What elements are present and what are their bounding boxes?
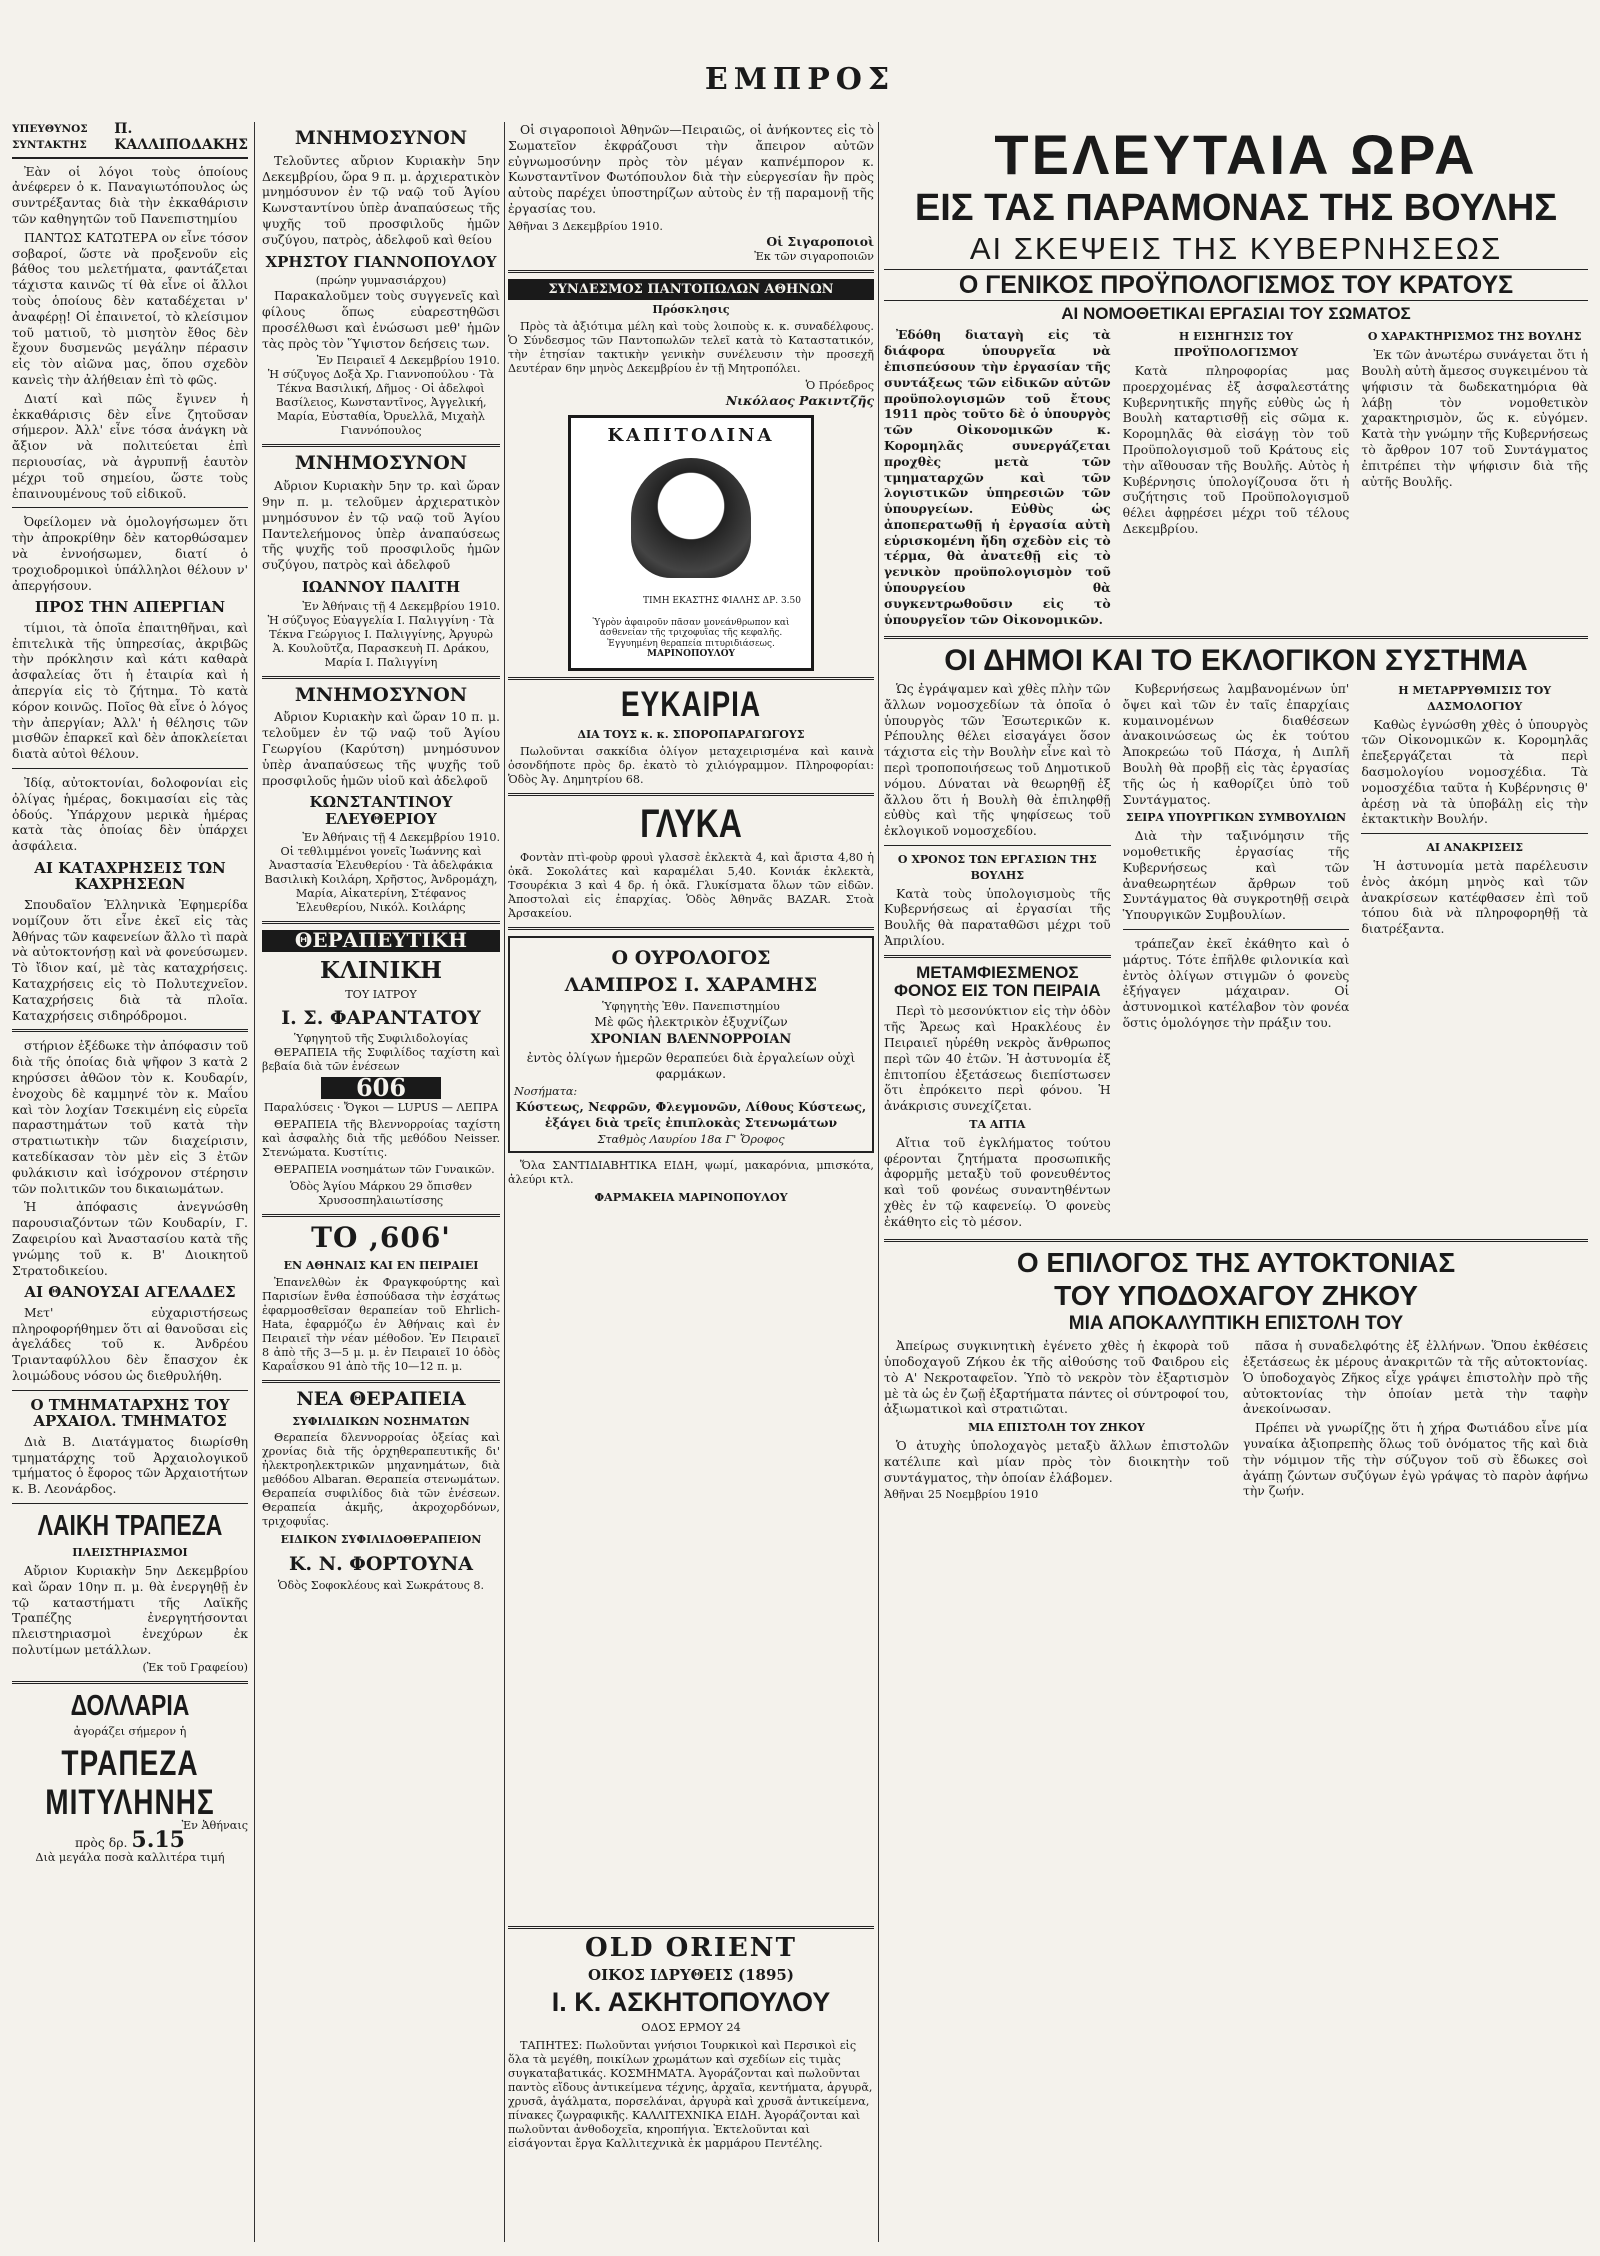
memorial-title: ΜΝΗΜΟΣΥΝΟΝ	[294, 127, 468, 149]
notice-sub: Πρόσκλησις	[652, 303, 730, 317]
therapy-address: Ὁδὸς Σοφοκλέους καὶ Σωκράτους 8.	[277, 1579, 485, 1593]
ad-address: ΟΔΟΣ ΕΡΜΟΥ 24	[641, 2020, 741, 2034]
headline-5: ΑΙ ΝΟΜΟΘΕΤΙΚΑΙ ΕΡΓΑΣΙΑΙ ΤΟΥ ΣΩΜΑΤΟΣ	[1061, 304, 1411, 324]
section-heading: Η ΜΕΤΑΡΡΥΘΜΙΣΙΣ ΤΟΥ ΔΑΣΜΟΛΟΓΙΟΥ	[1398, 683, 1552, 713]
newspaper-name: ΕΜΠΡΟΣ	[704, 62, 896, 97]
ad-seller: ΜΑΡΙΝΟΠΟΥΛΟΥ	[646, 649, 735, 660]
editor-role: ΥΠΕΥΘΥΝΟΣ ΣΥΝΤΑΚΤΗΣ	[12, 123, 88, 151]
article-text: Ἐκ τῶν ἀνωτέρω συνάγεται ὅτι ἡ Βουλὴ αὐτὴ ἄμεσος συγκειμένου τὰ ψήφισιν τὰ δωδεκατημόρια θὰ λάβῃ τὸν νομοθετικὸν χαρακτηρισμὸν, ὥς κ. εὐγόμεν. Κατὰ τὴν γνώμην τῆς Κυβερνήσεως τὸ ἄρθρον 107 τοῦ Συντάγματος ἐπιτρέπει τὴν ψήφισιν διὰ τῆς αὐτῆς Βουλῆς.	[1361, 347, 1588, 489]
signature: Οἱ Σιγαροποιοὶ	[766, 233, 874, 249]
memorial-title: ΜΝΗΜΟΣΥΝΟΝ	[294, 683, 468, 706]
article-text: Ὁ ἀτυχὴς ὑπολοχαγὸς μεταξὺ ἄλλων ἐπιστολῶν κατέλιπε καὶ μίαν πρὸς τὸν διοικητὴν τοῦ συντάγματος, τὴν ὁποίαν ἐλάβομεν.	[884, 1438, 1229, 1485]
606-sub: ΕΝ ΑΘΗΝΑΙΣ ΚΑΙ ΕΝ ΠΕΙΡΑΙΕΙ	[283, 1258, 479, 1272]
clinic-heading: ΘΕΡΑΠΕΥΤΙΚΗ	[262, 930, 500, 952]
section-heading: ΑΙ ΚΑΤΑΧΡΗΣΕΙΣ ΤΩΝ ΚΑΧΡΗΣΕΩΝ	[34, 858, 226, 894]
article-text: Ὡς ἐγράψαμεν καὶ χθὲς πλὴν τῶν ἄλλων νομοσχεδίων τὰ ὁποῖα ὁ ὑπουργὸς τῶν Ἐσωτερικῶν κ. Ρέπουλης θέλει εἰσαγάγει ὅσον τάχιστα εἰς τὴν Βουλὴν εἶνε καὶ τὸ περὶ τροποποιήσεως τοῦ Δημοτικοῦ νόμου. Δύναται νὰ θεωρηθῇ ἐξ ἄλλου ὅτι ἡ Βουλὴ θὰ ἐπιληφθῇ εὐθὺς καὶ τῆς ψηφίσεως τοῦ ἐκλογικοῦ νομοσχεδίου.	[884, 680, 1111, 839]
therapy-text: Θεραπεία δλεννορροίας ὀξείας καὶ χρονίας διὰ τῆς ὀρχηθεραπευτικῆς δι' ἠλεκτροηλεκτρικῶν μηχανημάτων, διὰ μεθόδου Albaran. Θεραπεία στενωμάτων. Θεραπεία συφιλίδος διὰ τῶν ἐνέσεων. Θεραπεία ἀκμῆς, ἀκροχορδόνων, τριχοφυΐας.	[262, 1431, 500, 1529]
headline-3: ΑΙ ΣΚΕΨΕΙΣ ΤΗΣ ΚΥΒΕΡΝΗΣΕΩΣ	[969, 230, 1503, 266]
editor-line	[12, 122, 248, 159]
memorial-name: ΚΩΝΣΤΑΝΤΙΝΟΥ ΕΛΕΥΘΕΡΙΟΥ	[309, 793, 453, 828]
ad-text: Φοντὰν πτὶ-φοὺρ φρουὶ γλασσὲ ἐκλεκτὰ 4, καὶ ἄριστα 4,80 ἡ ὀκᾶ. Σοκολάτες καὶ καραμέλαι 5,40. Κονιάκ ἐκλεκτὰ, Τσουρέκια 3 καὶ 4 δρ. ἡ ὀκᾶ. Γλυκίσματα ὅλων τῶν εἰδῶν. Ἀποστολαὶ εἰς ἐπαρχίας. Ὁδὸς Ἀθηνᾶς BAZAR. Στοὰ Ἀρσακείου.	[508, 850, 874, 920]
memorial-signatories: Ἡ σύζυγος Εὐαγγελία Ι. Παλιγγίνη · Τὰ Τέκνα Γεώργιος Ι. Παλιγγίνης, Ἀργυρὼ Ἀ. Κουλοῦτζα, Παρασκευὴ Π. Δράκου, Μαρία Ι. Παλιγγίνη	[267, 613, 495, 669]
article-text: Καθὼς ἐγνώσθη χθὲς ὁ ὑπουργὸς τῶν Οἰκονομικῶν κ. Κορομηλᾶς ἐπεξεργάζεται τὰ περὶ δασμολογίου νομοσχέδια. Τὰ νομοσχέδια ταῦτα ἡ Κυβέρνησις θ' ἀρέσῃ νὰ τὰ ὑποβάλῃ εἰς τὴν ἐκτακτικὴν Βουλήν.	[1361, 716, 1588, 827]
ad-caption-text: Ὑγρὸν ἀφαιροῦν πᾶσαν μονεάνθρωπον καὶ ἀσθενείαν τῆς τριχοφυΐας τῆς κεφαλῆς. Ἐγγυημένη θεραπεία πιτυριδιάσεως.	[592, 617, 790, 649]
masthead	[0, 0, 1600, 110]
clinic-text: ΘΕΡΑΠΕΙΑ νοσημάτων τῶν Γυναικῶν.	[274, 1163, 495, 1177]
ad-pharmacy: ΦΑΡΜΑΚΕΙΑ ΜΑΡΙΝΟΠΟΥΛΟΥ	[594, 1190, 788, 1205]
606-title: ΤΟ ,606'	[311, 1221, 451, 1255]
article-text: Ἀπείρως συγκινητικὴ ἐγένετο χθὲς ἡ ἐκφορὰ τοῦ ὑποδοχαγοῦ Ζήκου ἐκ τῆς αἰθούσης τοῦ Φαιδρου εἰς τὸ Α' Νεκροταφεῖον. Ὑπὸ τὸ νεκρὸν τὸν ἐξαρτισμὸν μὲ τὰ ὡς ἐν ζωῇ ἐξαρτήματα πάντες οἱ σύντροφοί του, ἀξιωματικοὶ καὶ στρατιῶται.	[884, 1338, 1229, 1417]
memorial-signatories: Οἱ τεθλιμμένοι γονεῖς Ἰωάννης καὶ Ἀναστασία Ἐλευθερίου · Τὰ ἀδελφάκια Βασιλικὴ Κοιλάρη, Χρῆστος, Ἀνδρομάχη, Μαρία, Αἰκατερίνη, Στέφανος Ἐλευθερίου, Νικόλ. Κοιλάρης	[264, 845, 498, 915]
ad-name: ΛΑΜΠΡΟΣ Ι. ΧΑΡΑΜΗΣ	[564, 973, 818, 996]
therapy-sub: ΣΥΦΙΛΙΔΙΚΩΝ ΝΟΣΗΜΑΤΩΝ	[292, 1414, 470, 1428]
section-heading: Ο ΧΑΡΑΚΤΗΡΙΣΜΟΣ ΤΗΣ ΒΟΥΛΗΣ	[1367, 330, 1582, 344]
memorial-title: ΜΝΗΜΟΣΥΝΟΝ	[294, 452, 468, 475]
article-text: πᾶσα ἡ συναδελφότης ἐξ ἐλλήνων. Ὅπου ἐκθέσεις ἐξετάσεως ἐκ μέρους ἀνακριτῶν τὰ τῆς αὐτοκτονίας. Ὁ ὑποδοχαγὸς Ζῆκος εἶχε γράψει ἐπιστολὴν πρὸ τῆς αὐτοκτονίας τὴν ὁποίαν μετὰ τὴν ταφὴν ἀνεκοίνωσαν.	[1243, 1338, 1588, 1417]
article-text: Κατὰ τοὺς ὑπολογισμοὺς τῆς Κυβερνήσεως αἱ ἐργασίαι τῆς Βουλῆς θὰ παραταθῶσι μέχρι τοῦ Ἀπριλίου.	[884, 885, 1111, 948]
ad-text: Μὲ φῶς ἠλεκτρικὸν ἐξυχνίζων	[594, 1013, 788, 1029]
article-text: τράπεζαν ἐκεῖ ἐκάθητο καὶ ὁ μάρτυς. Τότε ἐπῆλθε φιλονικία καὶ ἐντὸς ὀλίγων στιγμῶν ὁ φονεὺς ἐξήγαγεν μάχαιραν. Οἱ ἀστυνομικοὶ κατέλαβον τὸν φονέα ὅστις ὁμολόγησε τὴν πράξιν του.	[1122, 935, 1350, 1030]
ad-text: ἐντὸς ὀλίγων ἡμερῶν θεραπεύει διὰ ἐργαλείων οὐχὶ φαρμάκων.	[526, 1050, 856, 1081]
ad-title: Ο ΟΥΡΟΛΟΓΟΣ	[611, 946, 771, 969]
suicide-section	[884, 1338, 1588, 1502]
bank-city: Ἐν Ἀθήναις	[181, 1818, 248, 1832]
column-1	[12, 122, 248, 2242]
606-text: Ἐπανελθὼν ἐκ Φραγκφούρτης καὶ Παρισίων ἔνθα ἐσπούδασα τὴν ἐσχάτως ἐφαρμοσθεῖσαν θεραπείαν τοῦ Ehrlich-Hata, ἐφαρμόζω ἐν Ἀθήναις καὶ ἐν Πειραιεῖ τὴν νέαν μέθοδον. Ἐν Πειραιεῖ 8 ἀπὸ τῆς 3—5 μ. μ. ἐν Πειραιεῖ 10 ὁδὸς Καραΐσκου 91 ἀπὸ τῆς 10—12 π. μ.	[262, 1275, 500, 1373]
section-heading: Ο ΤΜΗΜΑΤΑΡΧΗΣ ΤΟΥ ΑΡΧΑΙΟΛ. ΤΜΗΜΑΤΟΣ	[30, 1395, 230, 1431]
ad-text: Κύστεως, Νεφρῶν, Φλεγμονῶν, Λίθους Κύστεως, ἐξάγει διὰ τρεῖς ἐπιπλοκὰς Στενωμάτων	[515, 1098, 867, 1130]
section-heading: ΠΡΟΣ ΤΗΝ ΑΠΕΡΓΙΑΝ	[34, 598, 226, 617]
therapy-clinic: ΕΙΔΙΚΟΝ ΣΥΦΙΛΙΔΟΘΕΡΑΠΕΙΟΝ	[280, 1533, 482, 1547]
ad-text: ΤΑΠΗΤΕΣ: Πωλοῦνται γνήσιοι Τουρκικοὶ καὶ Περσικοὶ εἰς ὅλα τὰ μεγέθη, ποικίλων χρωμάτων καὶ σχεδίων εἰς τιμὰς συγκαταβατικάς. ΚΟΣΜΗΜΑΤΑ. Ἀγοράζονται καὶ πωλοῦνται παντὸς εἴδους ἀντικείμενα τέχνης, ἀρχαῖα, κεντήματα, ἀργυρᾶ, χρυσᾶ, ἀγάλματα, πορσελάναι, ἀργυρὰ καὶ χρυσᾶ ἀντικείμενα, πίνακες ζωγραφικῆς. ΚΑΛΛΙΤΕΧΝΙΚΑ ΕΙΔΗ. Ἀγοράζονται καὶ πωλοῦνται ἀνθοδοχεῖα, κηροπήγια. Ἐκτελοῦνται καὶ εἰσάγονται ἔργα Καλλιτεχνικὰ ἐκ μαρμάρου Πεντέλης.	[508, 2038, 873, 2150]
article-text: Κατὰ πληροφορίας μας προερχομένας ἐξ ἀσφαλεστάτης Κυβερνητικῆς πηγῆς εὐθὺς ὡς ἡ Βουλὴ καταρτισθῇ εἰς σῶμα κ. Κορομηλᾶς θὰ εἰσάγῃ τὸν τοῦ Προϋπολογισμοῦ τοῦ Κράτους εἰς τὴν αἴθουσαν τῆς Βουλῆς. Αὐτὸς ἡ Κυβέρνησις ὑπολογίζουσα ὅτι ἡ συζήτησις τοῦ Προϋπολογισμοῦ θέλει ἀφῃρέσει μέχρι τοῦ τέλους Δεκεμβρίου.	[1122, 362, 1350, 536]
article-text: Μετ' εὐχαριστήσεως πληροφορήθημεν ὅτι αἱ θανοῦσαι εἰς ἀγελάδες τοῦ κ. Ἀνδρέου Τριανταφύλλου δὲν ἔπασχον ἐκ λοιμώδους νόσου ὡς διεθρυλήθη.	[12, 1304, 248, 1383]
ad-role: Ὑφηγητὴς Ἐθν. Πανεπιστημίου	[602, 999, 780, 1013]
memorial-date: Ἐν Ἀθήναις τῇ 4 Δεκεμβρίου 1910.	[302, 831, 500, 845]
ad-title: ΕΥΚΑΙΡΙΑ	[620, 684, 762, 724]
article-text: Πρέπει νὰ γνωρίζῃς ὅτι ἡ χήρα Φωτιάδου εἶνε μία γυναίκα ἀξιοπρεπὴς ὅλως τοῦ ὀνόματος τῆς καὶ διὰ τὴν νόμιμον τῆς τὴν σύζυγον τοῦ σὺ ἔδωκες σοὶ ἀγάπῃ ζώντων συζύγων ἐγὼ γράψας τὸ παρὸν ἀφήνω τὴν ζωήν.	[1243, 1420, 1588, 1499]
section-heading: ΤΑ ΑΙΤΙΑ	[969, 1117, 1026, 1131]
column-4	[884, 122, 1588, 2242]
ad-sub: ΟΙΚΟΣ ΙΔΡΥΘΕΙΣ (1895)	[588, 1966, 794, 1985]
clinic-role: Ὑφηγητοῦ τῆς Συφιλιδολογίας	[293, 1032, 469, 1046]
ad-text: ΧΡΟΝΙΑΝ ΒΛΕΝΝΟΡΡΟΙΑΝ	[590, 1032, 792, 1048]
column-rule	[504, 122, 505, 2242]
clinic-address: Ὁδὸς Ἁγίου Μάρκου 29 ὄπισθεν Χρυσοσπηλαιωτίσσης	[289, 1180, 473, 1208]
article-text: Κυβερνήσεως λαμβανομένων ὑπ' ὄψει καὶ τῶν ἐν ταῖς ἐπαρχίαις κυμαινομένων διαθέσεων ἀνακοινώσεως ὡς ἐκ τούτου Ἀποκρεώω τοῦ Πάσχα, ἡ Διπλῆ Βουλὴ θὰ προβῇ εἰς τὰς ἐργασίας τῆς ὡς ἡ καθορίζει ὑπὸ τοῦ Συντάγματος.	[1122, 680, 1350, 807]
section-heading: ΑΙ ΘΑΝΟΥΣΑΙ ΑΓΕΛΑΔΕΣ	[24, 1283, 236, 1302]
clinic-of: ΤΟΥ ΙΑΤΡΟΥ	[345, 987, 417, 1001]
article-text: Διὰ τὴν ταξινόμησιν τῆς νομοθετικῆς ἐργασίας τῆς Κυβερνήσεως καὶ τῶν ἀναθεωρητέων ἄρθρων τοῦ Συντάγματος θὰ συγκροτηθῇ σειρὰ Ὑπουργικῶν Συμβουλίων.	[1122, 828, 1350, 923]
article-text: Ἐὰν οἱ λόγοι τοὺς ὁποίους ἀνέφερεν ὁ κ. Παναγιωτόπουλος ὡς συντρέξαντας διὰ τὴν ἐκκαθάρισιν τῶν καθηγητῶν τοῦ Πανεπιστημίου	[12, 163, 248, 226]
article-text: Σπουδαῖον Ἑλληνικὰ Ἐφημερίδα νομίζουν ὅτι εἶνε ἐκεῖ εἰς τὰς Ἀθήνας τῶν καφενείων ἄλλο τὶ παρὰ νὰ αὐτοκτονήσῃ καὶ νὰ φονεύσωμεν. Τὸ ἴδιον καί, μὲ τὰς καταχρήσεις. Καταχρήσεις εἰς τὸ Πολυτεχνεῖον. Καταχρήσεις διὰ τὰ πλοῖα. Καταχρήσεις σιδηρόδρομοι.	[12, 896, 248, 1023]
memorial-text: Παρακαλοῦμεν τοὺς συγγενεῖς καὶ φίλους ὅπως εὐαρεστηθῶσι προσέλθωσι καὶ ἑνώσωσι μεθ' ἡμῶν τὰς πρὸς τὸν Ὕψιστον δεήσεις των.	[262, 288, 500, 351]
section-heading: ΜΙΑ ΕΠΙΣΤΟΛΗ ΤΟΥ ΖΗΚΟΥ	[968, 1421, 1145, 1435]
memorial-text: Τελοῦντες αὔριον Κυριακὴν 5ην Δεκεμβρίου, ὥρα 9 π. μ. ἀρχιερατικὸν μνημόσυνον ἐν τῷ ναῷ τοῦ Ἁγίου Κωνσταντίνου ὑπὲρ ἀναπαύσεως τῆς ψυχῆς τοῦ προσφιλοῦς ἡμῶν συζύγου, πατρὸς, ἀδελφοῦ καὶ θείου	[262, 152, 500, 247]
ad-text: Πωλοῦνται σακκίδια ὀλίγον μεταχειρισμένα καὶ καινὰ ὁσονδήποτε πρὸς δρ. ἑκατὸ τὸ χιλιόγραμμον. Πληροφορίαι: Ὁδὸς Ἀγ. Δημητρίου 68.	[508, 744, 874, 786]
section-heading: ΣΕΙΡΑ ΥΠΟΥΡΓΙΚΩΝ ΣΥΜΒΟΥΛΙΩΝ	[1125, 811, 1347, 825]
signature: Ἐκ τῶν σιγαροποιῶν	[754, 249, 874, 263]
headline-7: ΜΕΤΑΜΦΙΕΣΜΕΝΟΣ ΦΟΝΟΣ ΕΙΣ ΤΟΝ ΠΕΙΡΑΙΑ	[894, 962, 1101, 1000]
ad-text: Ὅλα ΣΑΝΤΙΔΙΑΒΗΤΙΚΑ ΕΙΔΗ, ψωμί, μακαρόνια, μπισκότα, ἀλεύρι κτλ.	[508, 1159, 874, 1187]
therapy-title: ΝΕΑ ΘΕΡΑΠΕΙΑ	[296, 1387, 466, 1410]
article-date: Ἀθῆναι 3 Δεκεμβρίου 1910.	[508, 219, 663, 233]
rate-label: πρὸς δρ.	[75, 1834, 128, 1850]
section-heading: ΑΙ ΑΝΑΚΡΙΣΕΙΣ	[1426, 841, 1524, 855]
clinic-text: ΘΕΡΑΠΕΙΑ τῆς Βλεννορροίας ταχίστη καὶ ἀσφαλὴς διὰ τῆς μεθόδου Neisser. Στενώματα. Κυστίτις.	[262, 1118, 500, 1160]
old-orient-ad	[508, 1920, 874, 2240]
memorial-date: Ἐν Ἀθήναις τῇ 4 Δεκεμβρίου 1910.	[302, 599, 500, 613]
memorial-name: ΙΩΑΝΝΟΥ ΠΑΛΙΤΗ	[301, 578, 461, 597]
rate-foot: Διὰ μεγάλα ποσὰ καλλιτέρα τιμή	[35, 1850, 225, 1864]
ad-sub: ΔΙΑ ΤΟΥΣ κ. κ. ΣΠΟΡΟΠΑΡΑΓΩΓΟΥΣ	[577, 727, 805, 741]
ad-address: Σταθμὸς Λαυρίου 18α Γ' Ὄροφος	[597, 1133, 785, 1147]
article-text: Οἱ σιγαροποιοὶ Ἀθηνῶν—Πειραιῶς, οἱ ἀνήκοντες εἰς τὸ Σωματεῖον ἐκφράζουσι τὴν ἄπειρον αὐτῶν εὐγνωμοσύνην πρὸς τὸν μέγαν καπνέμπορον κ. Κωνσταντῖνον Φωτόπουλον διὰ τὴν εὐεργεσίαν ἣν πρὸς αὐτοὺς παρέχει ὑποστηρίζων αὐτοὺς ἐν τῇ παραμονῇ τῆς ἐργασίας του.	[508, 122, 874, 216]
municipalities-section	[884, 681, 1588, 1233]
article-text: Ἰδίᾳ, αὐτοκτονίαι, δολοφονίαι εἰς ὀλίγας ἡμέρας, δοκιμασίαι εἰς τὰς ὁδούς. Ὑπάρχουν μερικὰ ἡμέρας κατὰ τὰς ὁποίας δὲν ὑπάρχει ἀσφάλεια.	[12, 774, 248, 854]
bank-name: ΤΡΑΠΕΖΑ ΜΙΤΥΛΗΝΗΣ	[45, 1743, 215, 1822]
headline-4: Ο ΓΕΝΙΚΟΣ ΠΡΟΫΠΟΛΟΓΙΣΜΟΣ ΤΟΥ ΚΡΑΤΟΥΣ	[884, 269, 1588, 301]
article-text: Ὀφείλομεν νὰ ὁμολογήσωμεν ὅτι τὴν ἀπροκρίθην δὲν κατορθώσαμεν νὰ ἐννοήσωμεν, διατί ὁ τροχιοδρομικοὶ ὑπάλληλοι θέλουν ν' ἀπεργήσουν.	[12, 514, 248, 593]
subheading: ΠΛΕΙΣΤΗΡΙΑΣΜΟΙ	[72, 1546, 188, 1560]
headline-8a: Ο ΕΠΙΛΟΓΟΣ ΤΗΣ ΑΥΤΟΚΤΟΝΙΑΣ	[1016, 1246, 1456, 1278]
article-text: Ἡ ἀστυνομία μετὰ παρέλευσιν ἐνὸς ἀκόμη μηνὸς καὶ τῶν ἀνακρίσεων κατέφθασεν ἐπὶ τοῦ τόπου διὰ νὰ πληροφορηθῇ τὰ διατρέξαντα.	[1361, 857, 1588, 937]
column-rule	[254, 122, 255, 2242]
section-heading: Η ΕΙΣΗΓΗΣΙΣ ΤΟΥ ΠΡΟΫΠΟΛΟΓΙΣΜΟΥ	[1173, 330, 1299, 360]
ad-price: ΤΙΜΗ ΕΚΑΣΤΗΣ ΦΙΑΛΗΣ ΔΡ. 3.50	[642, 596, 801, 607]
memorial-date: Ἐν Πειραιεῖ 4 Δεκεμβρίου 1910.	[316, 354, 500, 368]
section-heading: ΛΑΙΚΗ ΤΡΑΠΕΖΑ	[37, 1508, 223, 1542]
headline-6: ΟΙ ΔΗΜΟΙ ΚΑΙ ΤΟ ΕΚΛΟΓΙΚΟΝ ΣΥΣΤΗΜΑ	[944, 644, 1528, 678]
memorial-text: Αὔριον Κυριακὴν 5ην τρ. καὶ ὥραν 9ην π. μ. τελοῦμεν ἀρχιερατικὸν μνημόσυνον ἐν τῷ ναῷ τοῦ Ἁγίου Παντελεήμονος ὑπὲρ ἀναπαύσεως τῆς ψυχῆς τοῦ προσφιλοῦς ἡμῶν συζύγου, πατρὸς καὶ ἀδελφοῦ	[262, 478, 500, 573]
notice-signature: Νικόλαος Ρακιντζῆς	[725, 393, 874, 409]
article-text: Ἐδόθη διαταγὴ εἰς τὰ διάφορα ὑπουργεῖα νὰ ἐπισπεύσουν τὴν ἐργασίαν τῆς συντάξεως τῶν εἰδικῶν αὐτῶν προϋπολογισμῶν τοῦ ἔτους 1911 πρὸς τοῦτο δὲ ὁ ὑπουργὸς τῶν Οἰκονομικῶν κ. Κορομηλᾶς συνεργάζεται προχθὲς μετὰ τῶν τμηματαρχῶν καὶ τῶν λογιστικῶν ὑπηρεσιῶν τῶν ὑπουργείων. Εὐθὺς ὡς ἀποπερατωθῇ ἡ ἐργασία αὐτὴ εὑρισκομένη ἤδη σχεδὸν εἰς τὸ τέρμα, θὰ ἀνατεθῇ εἰς τὸ γενικὸν προϋπολογισμὸν τοῦ ὑπουργείου θὰ συγκεντρωθοῦσιν εἰς τὸ ὑπουργεῖον τῶν Οἰκονομικῶν.	[884, 327, 1111, 627]
memorial-role: (πρώην γυμνασιάρχου)	[315, 274, 447, 288]
article-text: Αἴτια τοῦ ἐγκλήματος τούτου φέρονται ζητήματα προσωπικῆς ἀφορμῆς μεταξὺ τοῦ φονευθέντος καὶ τοῦ φονέως συναντηθέντων χθὲς ἐν τῷ καφενείῳ. Ὁ φονεὺς ἐκάθητο εἰς τὸ μέσον.	[884, 1134, 1111, 1229]
headline-8c: ΜΙΑ ΑΠΟΚΑΛΥΠΤΙΚΗ ΕΠΙΣΤΟΛΗ ΤΟΥ	[1068, 1313, 1404, 1335]
budget-section	[884, 327, 1588, 630]
notice-title: ΣΥΝΔΕΣΜΟΣ ΠΑΝΤΟΠΩΛΩΝ ΑΘΗΝΩΝ	[508, 279, 874, 301]
capitolina-ad	[568, 415, 814, 671]
notice-text: Πρὸς τὰ ἀξιότιμα μέλη καὶ τοὺς λοιποὺς κ. κ. συναδέλφους. Ὁ Σύνδεσμος τῶν Παντοπωλῶν τελεῖ κατὰ τὸ Καταστατικόν, τὴν ἐτησίαν τακτικὴν γενικὴν συνέλευσιν τὴν προσεχῆ Δευτέραν 6ην μηνὸς Δεκεμβρίου ἐν τῇ Μητροπόλει.	[508, 320, 874, 376]
dollar-sub: ἀγοράζει σήμερον ἡ	[73, 1725, 187, 1739]
urologist-ad	[508, 936, 874, 1154]
clinic-606: 606	[321, 1077, 441, 1099]
ad-title: OLD ORIENT	[585, 1933, 797, 1963]
article-text: ΠΑΝΤΩΣ ΚΑΤΩΤΕΡΑ ον εἶνε τόσον σοβαροί, ὥστε νὰ προξενοῦν εἰς βάθος του μελετήματα, φαντάζεται τάχιστα καινῶς τί θὰ εἶνε οἱ ἄλλοι τοὺς ὁποίους δὲν καταδέχεται ν' ἀναφέρῃ! Οἱ ἐπαινετοί, τὸ κλείσιμον τοῦ ματιοῦ, τὸ μισητὸν ἔθος δὲν ἔχουν δυσμενῶς μεγάλην πέρασιν εἰς τὸν αἰῶνα μας, ὅπου σχεδὸν κανεὶς τὴν ἀλήθειαν ἐπὶ τὸ φῶς.	[12, 229, 248, 387]
editor-name: Π. ΚΑΛΛΙΠΟΔΑΚΗΣ	[114, 122, 248, 153]
clinic-doctor: Ι. Σ. ΦΑΡΑΝΤΑΤΟΥ	[281, 1006, 481, 1029]
clinic-text: Παραλύσεις · Ὄγκοι — LUPUS — ΛΕΠΡΑ	[263, 1101, 499, 1115]
article-text: Διὰ Β. Διατάγματος διωρίσθη τμηματάρχης τοῦ Ἀρχαιολογικοῦ τμήματος ὁ ἔφορος τῶν Ἀρχαιοτήτων κ. Β. Λεονάρδος.	[12, 1433, 248, 1497]
ad-label: Νοσήματα:	[514, 1084, 578, 1098]
ad-name: Ι. Κ. ΑΣΚΗΤΟΠΟΥΛΟΥ	[551, 1987, 831, 2018]
headline-8b: ΤΟΥ ΥΠΟΔΟΧΑΓΟΥ ΖΗΚΟΥ	[1054, 1279, 1418, 1311]
headline-2: ΕΙΣ ΤΑΣ ΠΑΡΑΜΟΝΑΣ ΤΗΣ ΒΟΥΛΗΣ	[914, 186, 1558, 229]
article-text: Αὔριον Κυριακὴν 5ην Δεκεμβρίου καὶ ὥραν 10ην π. μ. θὰ ἐνεργηθῇ ἐν τῷ καταστήματι τῆς Λαϊκῆς Τραπέζης ἐνεργητήσονται πλειστηριασμοὶ ἐνεχύρων ἐκ πολυτίμων μετάλλων.	[12, 1563, 248, 1658]
column-2	[262, 122, 500, 2242]
woman-portrait-image	[631, 458, 751, 578]
article-text: στήριον ἐξέδωκε τὴν ἀπόφασιν τοῦ διὰ τῆς ὁποίας διὰ ψῆφον 3 κατὰ 2 κηρύσσει ἀθῶον τὸν κ. Κουδαρίν, ἐνοχοὺς δὲ καμμηνέ τὸν κ. Μαΐου καὶ τὸν λοχίαν Τσεκιμένη εἰς εὐρεῖα παραστημάτων τοῦ κατὰ τὴν στρατιωτικὴν τῶν διαχείρισιν, κατεδίκασαν τὸν μὲν εἰς 3 ἐτῶν φυλάκισιν καὶ ἰσόχρονον στέρησιν τῶν πολιτικῶν του δικαιωμάτων.	[12, 1038, 248, 1196]
clinic-heading-2: ΚΛΙΝΙΚΗ	[319, 957, 443, 985]
article-text: Περὶ τὸ μεσονύκτιον εἰς τὴν ὁδὸν τῆς Ἄρεως καὶ Ηρακλέους ἐν Πειραιεῖ ηὑρέθη νεκρὸς ἄνθρωπος περὶ τῶν 40 ἐτῶν. Ἡ ἀστυνομία ἐξ ἐπιτοπίου ἐξετάσεως διεπίστωσεν ὅτι ἐπρόκειτο περὶ φόνου. Ἡ ἀνάκρισις συνεχίζεται.	[884, 1003, 1111, 1114]
column-rule	[878, 122, 879, 2242]
article-text: Διατί καὶ πῶς ἔγινεν ἡ ἐκκαθάρισις δὲν εἶνε ζητοῦσαν σήμερον. Ἀλλ' εἶνε τόσα ἀνάγκη νὰ ἄξιον νὰ πολιτεύεται ἐπὶ περιουσίας, νὰ ἀγρυπνῇ ἑαυτὸν μέχρι τοῦ σημείου, ὥστε τοὺς ἐπαινουμένους τοῦ εἰδικοῦ.	[12, 390, 248, 501]
memorial-name: ΧΡΗΣΤΟΥ ΓΙΑΝΝΟΠΟΥΛΟΥ	[265, 252, 497, 271]
notice-signature: Ὁ Πρόεδρος	[805, 379, 874, 393]
letter-date: Ἀθῆναι 25 Νοεμβρίου 1910	[884, 1488, 1039, 1502]
article-text: τίμιοι, τὰ ὁποῖα ἐπαιτηθῆναι, καὶ ἐπιτελικὰ τῆς ὑπηρεσίας, ἀκριβῶς τὴν πρόκλησιν καὶ κάτι καθαρὰ ἀσφαλείας ὅτι ἡ ἑταιρία καὶ ἡ ἀπεργία εἰς τὸ ζήτημα. Τὸ κατὰ κόρον κοινῶς. Ποῖος θὰ εἶνε ὁ λόγος τὴν ἀπεργίαν; Ἀλλ' ἡ θέλησις τῶν μισθῶν ἐπαρκεῖ καὶ δὲν ἀποκλείεται διατὰ αὐτοὶ θέλουν.	[12, 619, 248, 762]
signature: (Ἐκ τοῦ Γραφείου)	[142, 1660, 248, 1674]
clinic-text: ΘΕΡΑΠΕΙΑ τῆς Συφιλίδος ταχίστη καὶ βεβαία διὰ τῶν ἐνέσεων	[262, 1046, 500, 1074]
section-heading: Ο ΧΡΟΝΟΣ ΤΩΝ ΕΡΓΑΣΙΩΝ ΤΗΣ ΒΟΥΛΗΣ	[897, 852, 1097, 882]
ad-caption	[581, 618, 801, 660]
ad-brand: ΚΑΠΙΤΟΛΙΝΑ	[607, 424, 775, 446]
memorial-signatories: Ἡ σύζυγος Δοξὰ Χρ. Γιαννοπούλου · Τὰ Τέκνα Βασιλική, Δῆμος · Οἱ ἀδελφοὶ Βασίλειος, Κωνσταντῖνος, Ἀγγελική, Μαρία, Εὐσταθία, Ὀρυελλᾶ, Μιχαὴλ Γιαννόπουλος	[267, 368, 495, 438]
ad-title: ΓΛΥΚΑ	[640, 800, 742, 846]
dollar-heading: ΔΟΛΛΑΡΙΑ	[70, 1688, 190, 1722]
rate-value: 5.15	[131, 1826, 185, 1853]
rate-line	[12, 1826, 248, 1853]
main-headline: ΤΕΛΕΥΤΑΙΑ ΩΡΑ	[994, 123, 1478, 186]
article-text: Ἡ ἀπόφασις ἀνεγνώσθη παρουσιαζόντων τῶν Κουδαρίν, Γ. Ζαφειρίου καὶ Ἀναστασίου κατὰ τῆς γνώμης τοῦ κ. Β' Διοικητοῦ Στρατοδικείου.	[12, 1199, 248, 1278]
memorial-text: Αὔριον Κυριακὴν καὶ ὥραν 10 π. μ. τελοῦμεν ἐν τῷ ναῷ τοῦ Ἁγίου Γεωργίου (Καρύτση) μνημόσυνον ὑπὲρ ἀναπαύσεως τῆς ψυχῆς τοῦ προσφιλοῦς ἡμῶν υἱοῦ καὶ ἀδελφοῦ	[262, 709, 500, 788]
therapy-doctor: Κ. Ν. ΦΟΡΤΟΥΝΑ	[288, 1553, 474, 1576]
